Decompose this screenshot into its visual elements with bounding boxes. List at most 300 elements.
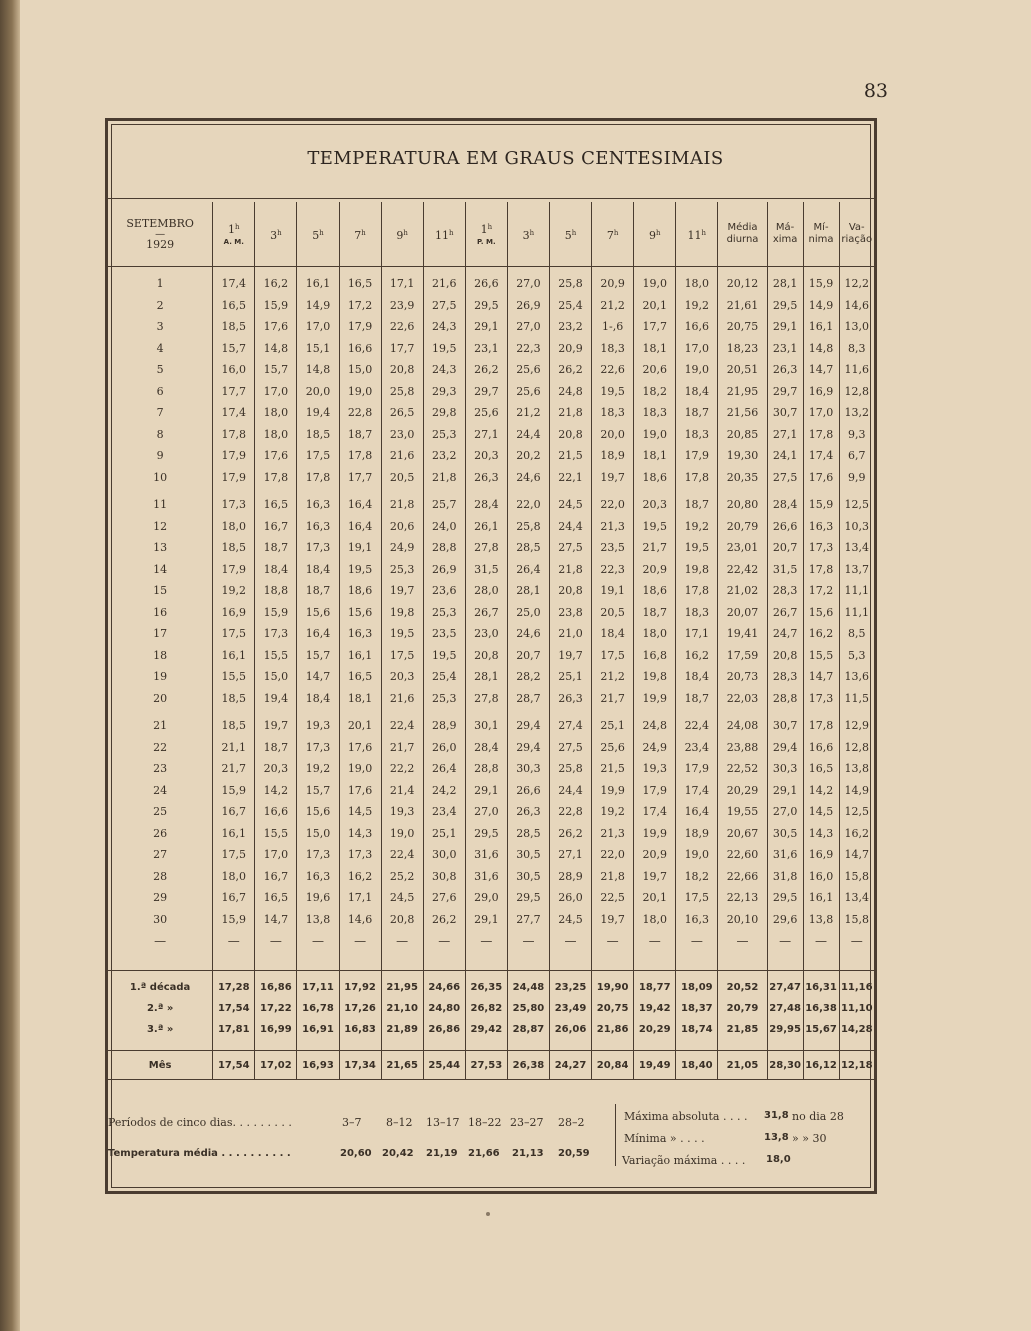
temp-media-1: 20,60 bbox=[340, 1148, 372, 1159]
table-cell: 17,5 bbox=[381, 645, 423, 667]
temp-media-4: 21,66 bbox=[468, 1148, 500, 1159]
table-cell: 25,80 bbox=[507, 998, 549, 1019]
table-cell: 26,7 bbox=[767, 602, 803, 624]
table-cell: 16,5 bbox=[255, 887, 297, 909]
table-cell: 19,0 bbox=[339, 381, 381, 403]
temperature-table bbox=[108, 202, 874, 1080]
table-cell: 13,8 bbox=[803, 909, 839, 931]
title-divider bbox=[108, 198, 874, 199]
table-cell: 18,6 bbox=[634, 467, 676, 489]
table-cell: 23,88 bbox=[718, 737, 767, 759]
table-cell: 5,3 bbox=[848, 648, 866, 662]
table-cell: 31,5 bbox=[767, 559, 803, 581]
table-cell: 25,3 bbox=[423, 688, 465, 710]
table-cell: 16,3 bbox=[297, 866, 339, 888]
table-cell: 28,87 bbox=[507, 1019, 549, 1040]
table-cell: 11,5 bbox=[844, 691, 869, 705]
dash-cell: — bbox=[213, 930, 255, 952]
table-cell: 22,66 bbox=[718, 866, 767, 888]
table-cell: 16,1 bbox=[213, 645, 255, 667]
table-cell: 24,6 bbox=[507, 623, 549, 645]
table-cell: 27,1 bbox=[549, 844, 591, 866]
table-cell: 19,4 bbox=[297, 402, 339, 424]
table-cell: 18,8 bbox=[255, 580, 297, 602]
table-cell: 18,3 bbox=[676, 602, 718, 624]
table-cell: 18,3 bbox=[676, 424, 718, 446]
table-cell: 19,5 bbox=[634, 516, 676, 538]
table-cell: 19,2 bbox=[297, 758, 339, 780]
table-cell: 21,95 bbox=[381, 977, 423, 998]
row-label: 7 bbox=[108, 402, 213, 424]
table-row bbox=[108, 338, 874, 360]
table-cell: 17,6 bbox=[339, 780, 381, 802]
table-cell: 16,12 bbox=[803, 1051, 839, 1080]
table-cell bbox=[549, 1040, 591, 1051]
dash-cell: — bbox=[850, 934, 863, 948]
table-cell: 17,22 bbox=[255, 998, 297, 1019]
temp-media-5: 21,13 bbox=[512, 1148, 544, 1159]
table-cell: 19,3 bbox=[634, 758, 676, 780]
table-cell: 22,4 bbox=[676, 715, 718, 737]
temp-media-2: 20,42 bbox=[382, 1148, 414, 1159]
table-cell: 15,7 bbox=[213, 338, 255, 360]
table-cell: 22,6 bbox=[381, 316, 423, 338]
row-label: 14 bbox=[108, 559, 213, 581]
table-cell: 15,8 bbox=[844, 869, 869, 883]
table-cell: 20,07 bbox=[718, 602, 767, 624]
table-cell: 26,1 bbox=[465, 516, 507, 538]
table-cell: 21,05 bbox=[718, 1051, 767, 1080]
table-cell: 15,9 bbox=[213, 909, 255, 931]
table-row bbox=[108, 844, 874, 866]
table-row bbox=[108, 866, 874, 888]
table-cell: 19,0 bbox=[381, 823, 423, 845]
table-cell bbox=[381, 1040, 423, 1051]
table-row bbox=[108, 559, 874, 581]
table-cell: 28,1 bbox=[507, 580, 549, 602]
table-cell: 27,1 bbox=[465, 424, 507, 446]
period-6: 28–2 bbox=[558, 1116, 585, 1129]
table-cell: 17,02 bbox=[255, 1051, 297, 1080]
table-cell: 18,0 bbox=[634, 909, 676, 931]
table-cell: 28,4 bbox=[767, 494, 803, 516]
hour-header: 5$^h$ bbox=[549, 202, 591, 267]
table-cell: 18,4 bbox=[676, 381, 718, 403]
table-cell: 25,8 bbox=[549, 273, 591, 295]
table-cell bbox=[839, 952, 874, 971]
table-row bbox=[108, 737, 874, 759]
table-cell: 14,2 bbox=[255, 780, 297, 802]
table-cell: 23,4 bbox=[676, 737, 718, 759]
table-cell: 19,0 bbox=[634, 273, 676, 295]
table-cell: 20,6 bbox=[634, 359, 676, 381]
page-title: TEMPERATURA EM GRAUS CENTESIMAIS bbox=[307, 148, 724, 169]
table-row bbox=[108, 537, 874, 559]
table-cell: 27,5 bbox=[767, 467, 803, 489]
page-number: 83 bbox=[863, 80, 888, 102]
table-cell: 16,2 bbox=[803, 623, 839, 645]
table-cell: 19,0 bbox=[676, 844, 718, 866]
table-cell: 26,0 bbox=[423, 737, 465, 759]
table-cell: 17,5 bbox=[213, 623, 255, 645]
table-cell: 24,9 bbox=[381, 537, 423, 559]
decade-summary-row bbox=[108, 977, 874, 998]
table-cell: 14,3 bbox=[803, 823, 839, 845]
dash-cell: — bbox=[423, 930, 465, 952]
table-cell: 17,3 bbox=[213, 494, 255, 516]
table-cell: 12,2 bbox=[844, 277, 869, 291]
dash-cell: — bbox=[767, 930, 803, 952]
row-label bbox=[108, 1040, 213, 1051]
table-cell: 13,8 bbox=[297, 909, 339, 931]
table-cell: 28,0 bbox=[465, 580, 507, 602]
table-cell: 19,4 bbox=[255, 688, 297, 710]
table-cell: 26,2 bbox=[423, 909, 465, 931]
table-cell: 9,9 bbox=[848, 470, 866, 484]
table-cell: 23,01 bbox=[718, 537, 767, 559]
max-abs-date: no dia 28 bbox=[792, 1110, 844, 1123]
row-label: Mês bbox=[108, 1051, 213, 1080]
table-cell: 17,81 bbox=[213, 1019, 255, 1040]
table-cell: 18,3 bbox=[592, 402, 634, 424]
table-cell bbox=[676, 1040, 718, 1051]
table-cell: 15,6 bbox=[803, 602, 839, 624]
table-cell bbox=[634, 952, 676, 971]
table-cell: 29,5 bbox=[507, 887, 549, 909]
month-total-row bbox=[108, 1051, 874, 1080]
table-cell: 17,9 bbox=[676, 445, 718, 467]
table-cell: 6,7 bbox=[848, 449, 866, 463]
row-label: 3 bbox=[108, 316, 213, 338]
table-row bbox=[108, 316, 874, 338]
table-cell: 23,9 bbox=[381, 295, 423, 317]
table-cell: 16,3 bbox=[676, 909, 718, 931]
period-2: 8–12 bbox=[386, 1116, 413, 1129]
table-cell: 16,5 bbox=[255, 494, 297, 516]
table-cell: 16,7 bbox=[213, 801, 255, 823]
table-row bbox=[108, 295, 874, 317]
table-cell bbox=[423, 952, 465, 971]
table-cell: 21,89 bbox=[381, 1019, 423, 1040]
table-cell: 15,6 bbox=[339, 602, 381, 624]
table-cell: 17,8 bbox=[676, 580, 718, 602]
hour-header: 11$^h$ bbox=[676, 202, 718, 267]
table-cell: 18,7 bbox=[255, 537, 297, 559]
table-cell: 18,0 bbox=[255, 402, 297, 424]
table-cell: 17,2 bbox=[803, 580, 839, 602]
table-cell: 18,3 bbox=[592, 338, 634, 360]
table-cell: 27,5 bbox=[549, 537, 591, 559]
table-cell: 20,10 bbox=[718, 909, 767, 931]
table-cell: 19,41 bbox=[718, 623, 767, 645]
variacao-maxima-value: 18,0 bbox=[766, 1154, 791, 1165]
table-cell: 24,4 bbox=[507, 424, 549, 446]
table-cell: 26,4 bbox=[423, 758, 465, 780]
table-cell bbox=[507, 952, 549, 971]
table-cell: 17,6 bbox=[803, 467, 839, 489]
table-row bbox=[108, 516, 874, 538]
table-cell: 18,40 bbox=[676, 1051, 718, 1080]
table-cell: 20,1 bbox=[339, 715, 381, 737]
footer-divider bbox=[615, 1104, 616, 1166]
table-cell: 27,0 bbox=[507, 316, 549, 338]
table-cell: 11,6 bbox=[844, 363, 869, 377]
variacao-maxima-label: Variação máxima . . . . bbox=[622, 1154, 746, 1167]
table-cell: 20,8 bbox=[549, 580, 591, 602]
row-label: 15 bbox=[108, 580, 213, 602]
table-cell: 15,9 bbox=[803, 273, 839, 295]
table-cell: 17,8 bbox=[803, 715, 839, 737]
table-cell: 21,65 bbox=[381, 1051, 423, 1080]
table-cell: 16,9 bbox=[803, 381, 839, 403]
table-row bbox=[108, 909, 874, 931]
table-cell: 22,3 bbox=[592, 559, 634, 581]
table-cell: 19,42 bbox=[634, 998, 676, 1019]
table-cell: 23,2 bbox=[549, 316, 591, 338]
table-cell: 17,5 bbox=[592, 645, 634, 667]
table-cell: 16,93 bbox=[297, 1051, 339, 1080]
table-cell: 20,84 bbox=[592, 1051, 634, 1080]
table-cell: 14,5 bbox=[339, 801, 381, 823]
table-cell: 25,6 bbox=[507, 359, 549, 381]
row-label: 26 bbox=[108, 823, 213, 845]
table-cell: 28,3 bbox=[767, 580, 803, 602]
table-cell: 18,7 bbox=[676, 494, 718, 516]
period-1: 3–7 bbox=[342, 1116, 362, 1129]
dash-cell: — bbox=[507, 930, 549, 952]
table-cell: 12,18 bbox=[839, 1051, 874, 1080]
row-label: 13 bbox=[108, 537, 213, 559]
media-header: Média diurna bbox=[718, 202, 767, 267]
table-cell: 15,9 bbox=[803, 494, 839, 516]
table-cell: 27,5 bbox=[549, 737, 591, 759]
table-cell: 16,1 bbox=[803, 316, 839, 338]
table-cell: 14,7 bbox=[803, 359, 839, 381]
header-dash: — bbox=[155, 228, 166, 240]
table-cell: 24,8 bbox=[549, 381, 591, 403]
table-cell: 19,30 bbox=[718, 445, 767, 467]
table-cell bbox=[213, 1040, 255, 1051]
table-row bbox=[108, 359, 874, 381]
separator-row bbox=[108, 952, 874, 971]
dash-cell: — bbox=[297, 930, 339, 952]
table-cell: 17,0 bbox=[297, 316, 339, 338]
table-cell: 22,42 bbox=[718, 559, 767, 581]
table-cell: 16,4 bbox=[339, 516, 381, 538]
table-cell: 14,7 bbox=[297, 666, 339, 688]
table-cell: 20,8 bbox=[381, 359, 423, 381]
table-cell: 19,7 bbox=[255, 715, 297, 737]
table-cell: 16,86 bbox=[255, 977, 297, 998]
table-cell: 16,1 bbox=[803, 887, 839, 909]
table-cell: 28,5 bbox=[507, 537, 549, 559]
hour-header: 1$^h$ A. M. bbox=[213, 202, 255, 267]
table-cell: 19,2 bbox=[676, 516, 718, 538]
table-cell: 20,51 bbox=[718, 359, 767, 381]
table-cell: 20,79 bbox=[718, 998, 767, 1019]
table-cell: 19,90 bbox=[592, 977, 634, 998]
table-cell: 16,4 bbox=[339, 494, 381, 516]
table-cell bbox=[255, 952, 297, 971]
row-label: 4 bbox=[108, 338, 213, 360]
table-cell: 15,5 bbox=[255, 645, 297, 667]
table-cell: 25,4 bbox=[423, 666, 465, 688]
table-cell: 26,3 bbox=[549, 688, 591, 710]
table-cell: 30,8 bbox=[423, 866, 465, 888]
table-cell: 19,3 bbox=[297, 715, 339, 737]
period-5: 23–27 bbox=[510, 1116, 544, 1129]
hour-header: 7$^h$ bbox=[592, 202, 634, 267]
table-cell: 17,5 bbox=[676, 887, 718, 909]
table-cell: 17,8 bbox=[297, 467, 339, 489]
table-cell: 18,0 bbox=[213, 516, 255, 538]
table-cell: 29,5 bbox=[767, 295, 803, 317]
table-cell: 27,48 bbox=[767, 998, 803, 1019]
table-cell: 21,2 bbox=[592, 295, 634, 317]
hour-header: 5$^h$ bbox=[297, 202, 339, 267]
table-cell: 15,1 bbox=[297, 338, 339, 360]
table-cell: 15,0 bbox=[297, 823, 339, 845]
table-cell: 30,3 bbox=[767, 758, 803, 780]
table-cell: 22,8 bbox=[339, 402, 381, 424]
table-cell: 17,8 bbox=[676, 467, 718, 489]
table-cell: 27,8 bbox=[465, 537, 507, 559]
hour-header: 1$^h$ P. M. bbox=[465, 202, 507, 267]
table-cell bbox=[507, 1040, 549, 1051]
table-cell: 26,6 bbox=[767, 516, 803, 538]
row-label: 1 bbox=[108, 273, 213, 295]
table-cell: 18,5 bbox=[213, 688, 255, 710]
table-cell: 20,85 bbox=[718, 424, 767, 446]
table-cell: 16,5 bbox=[213, 295, 255, 317]
table-cell bbox=[381, 952, 423, 971]
table-cell: 16,6 bbox=[339, 338, 381, 360]
table-cell: 20,8 bbox=[767, 645, 803, 667]
table-cell: 15,6 bbox=[297, 801, 339, 823]
table-cell: 18,2 bbox=[676, 866, 718, 888]
table-cell: 16,0 bbox=[803, 866, 839, 888]
table-cell: 16,9 bbox=[803, 844, 839, 866]
table-cell: 22,8 bbox=[549, 801, 591, 823]
table-cell: 24,2 bbox=[423, 780, 465, 802]
table-cell: 11,1 bbox=[844, 605, 869, 619]
table-cell: 20,7 bbox=[507, 645, 549, 667]
table-cell: 14,28 bbox=[840, 1024, 873, 1035]
table-row bbox=[108, 823, 874, 845]
table-cell: 22,0 bbox=[507, 494, 549, 516]
table-cell: 24,27 bbox=[549, 1051, 591, 1080]
row-label: 18 bbox=[108, 645, 213, 667]
table-cell: 16,9 bbox=[213, 602, 255, 624]
table-cell: 18,4 bbox=[297, 559, 339, 581]
row-label: 24 bbox=[108, 780, 213, 802]
periods-label: Períodos de cinco dias. . . . . . . . . bbox=[108, 1116, 292, 1129]
table-cell: 14,7 bbox=[803, 666, 839, 688]
table-cell: 20,2 bbox=[507, 445, 549, 467]
table-cell: 16,2 bbox=[844, 826, 869, 840]
dash-cell: — bbox=[676, 930, 718, 952]
dash-cell: — bbox=[718, 930, 767, 952]
table-row bbox=[108, 780, 874, 802]
temp-media-label: Temperatura média . . . . . . . . . . bbox=[108, 1148, 291, 1159]
row-label: 5 bbox=[108, 359, 213, 381]
table-cell: 15,9 bbox=[213, 780, 255, 802]
table-cell: 18,1 bbox=[339, 688, 381, 710]
table-cell: 17,28 bbox=[213, 977, 255, 998]
table-cell: 17,6 bbox=[255, 316, 297, 338]
period-4: 18–22 bbox=[468, 1116, 502, 1129]
table-cell: 16,78 bbox=[297, 998, 339, 1019]
table-cell: 28,4 bbox=[465, 737, 507, 759]
row-label: 25 bbox=[108, 801, 213, 823]
row-label: 9 bbox=[108, 445, 213, 467]
table-cell: 23,25 bbox=[549, 977, 591, 998]
table-cell: 19,55 bbox=[718, 801, 767, 823]
table-cell: 11,10 bbox=[840, 1003, 873, 1014]
table-cell: 23,1 bbox=[465, 338, 507, 360]
table-cell: 24,7 bbox=[767, 623, 803, 645]
table-cell: 21,7 bbox=[381, 737, 423, 759]
table-cell: 21,8 bbox=[381, 494, 423, 516]
table-cell: 29,4 bbox=[507, 737, 549, 759]
table-cell: 17,7 bbox=[213, 381, 255, 403]
table-cell: 19,0 bbox=[634, 424, 676, 446]
table-cell: 16,1 bbox=[213, 823, 255, 845]
table-cell: 29,1 bbox=[767, 316, 803, 338]
table-cell: 26,9 bbox=[507, 295, 549, 317]
table-cell: 15,8 bbox=[844, 912, 869, 926]
table-cell: 17,2 bbox=[339, 295, 381, 317]
table-cell: 18,4 bbox=[255, 559, 297, 581]
table-cell: 24,5 bbox=[549, 909, 591, 931]
row-label: 29 bbox=[108, 887, 213, 909]
table-cell: 22,52 bbox=[718, 758, 767, 780]
table-cell: 12,9 bbox=[844, 719, 869, 733]
table-cell bbox=[803, 952, 839, 971]
table-cell: 21,7 bbox=[592, 688, 634, 710]
table-cell: 15,9 bbox=[255, 295, 297, 317]
table-cell: 17,4 bbox=[634, 801, 676, 823]
table-cell bbox=[297, 952, 339, 971]
table-cell: 21,2 bbox=[507, 402, 549, 424]
table-cell: 18,4 bbox=[297, 688, 339, 710]
table-cell: 25,6 bbox=[592, 737, 634, 759]
min-label: Mínima » . . . . bbox=[624, 1132, 705, 1145]
table-cell: 21,10 bbox=[381, 998, 423, 1019]
table-cell: 27,7 bbox=[507, 909, 549, 931]
table-cell: 21,8 bbox=[423, 467, 465, 489]
table-cell: 30,0 bbox=[423, 844, 465, 866]
table-cell: 18,5 bbox=[213, 316, 255, 338]
table-cell: 20,9 bbox=[634, 844, 676, 866]
table-cell: 30,5 bbox=[767, 823, 803, 845]
table-cell bbox=[255, 1040, 297, 1051]
table-cell: 17,3 bbox=[297, 737, 339, 759]
row-label: 22 bbox=[108, 737, 213, 759]
table-cell: 13,8 bbox=[844, 762, 869, 776]
table-cell: 24,08 bbox=[718, 715, 767, 737]
table-row bbox=[108, 580, 874, 602]
table-row bbox=[108, 467, 874, 489]
table-cell: 25,8 bbox=[381, 381, 423, 403]
table-cell: 18,7 bbox=[676, 402, 718, 424]
table-cell: 16,7 bbox=[255, 866, 297, 888]
table-cell: 29,5 bbox=[767, 887, 803, 909]
month-header bbox=[108, 202, 213, 267]
row-label: 3.ª » bbox=[108, 1019, 213, 1040]
table-cell: 15,5 bbox=[255, 823, 297, 845]
table-row bbox=[108, 715, 874, 737]
